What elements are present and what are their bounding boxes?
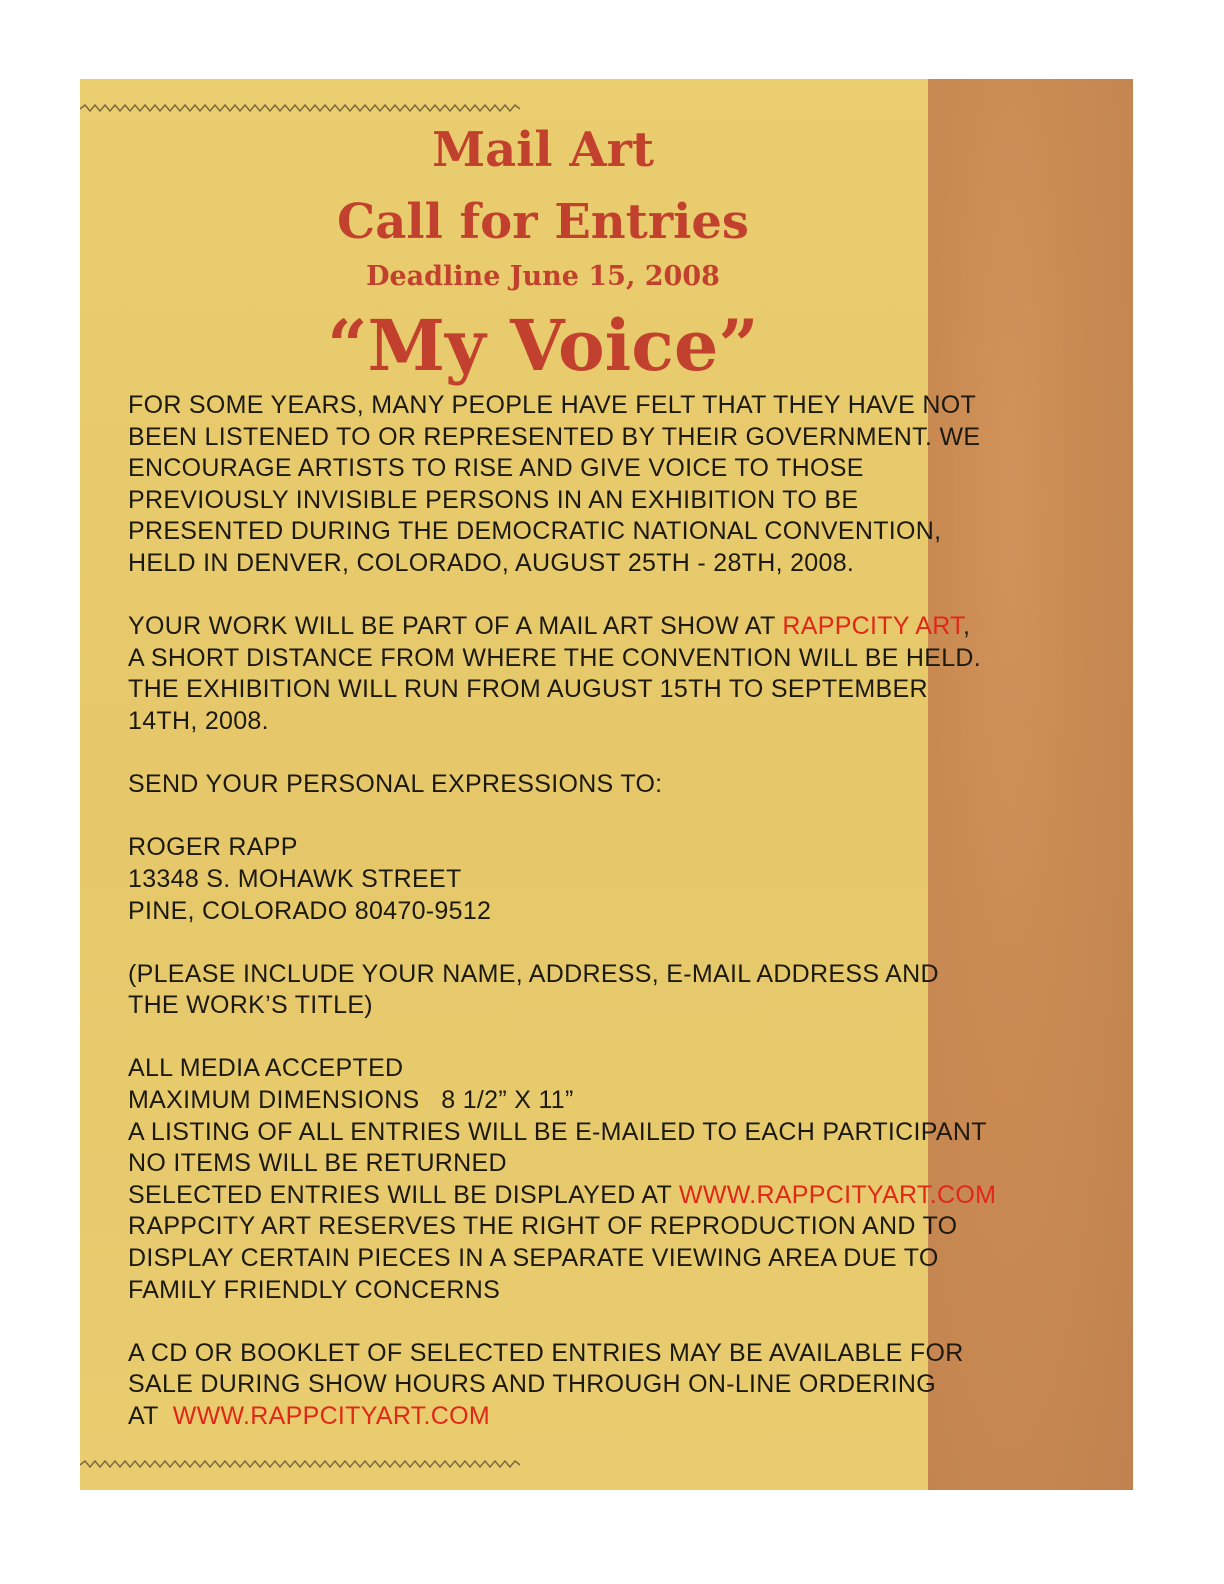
intro-line: PRESENTED DURING THE DEMOCRATIC NATIONAL CONVENTION, [128, 517, 942, 546]
show-line: A SHORT DISTANCE FROM WHERE THE CONVENTION WILL BE HELD. [128, 643, 982, 672]
cd-paragraph [128, 1338, 964, 1433]
rule-dimensions: MAXIMUM DIMENSIONS 8 1/2” X 11” [128, 1086, 574, 1115]
rule-listing: A LISTING OF ALL ENTRIES WILL BE E-MAILED TO EACH PARTICIPANT [128, 1117, 987, 1146]
include-note-line: THE WORK’S TITLE) [128, 991, 373, 1020]
intro-line: PREVIOUSLY INVISIBLE PERSONS IN AN EXHIBITION TO BE [128, 485, 859, 514]
rule-rights: RAPPCITY ART RESERVES THE RIGHT OF REPRODUCTION AND TO [128, 1212, 958, 1241]
cd-line [128, 1401, 958, 1433]
deadline: Deadline June 15, 2008 [366, 261, 720, 292]
intro-line: ENCOURAGE ARTISTS TO RISE AND GIVE VOICE TO THOSE [128, 454, 864, 483]
include-note [128, 959, 958, 1022]
include-note-line: (PLEASE INCLUDE YOUR NAME, ADDRESS, E-MAIL ADDRESS AND [128, 959, 939, 988]
show-paragraph [128, 611, 982, 737]
website-link[interactable]: WWW.RAPPCITYART.COM [678, 1180, 997, 1209]
rule-display [128, 1180, 997, 1212]
intro-line: BEEN LISTENED TO OR REPRESENTED BY THEIR GOVERNMENT. WE [128, 422, 981, 451]
intro-paragraph [128, 390, 981, 580]
venue-name: RAPPCITY ART [782, 612, 963, 641]
rule-rights: DISPLAY CERTAIN PIECES IN A SEPARATE VIEWING AREA DUE TO [128, 1244, 939, 1273]
send-heading: SEND YOUR PERSONAL EXPRESSIONS TO: [128, 770, 663, 799]
cd-line-text: AT [128, 1402, 173, 1430]
mailing-address [128, 832, 958, 927]
intro-line: FOR SOME YEARS, MANY PEOPLE HAVE FELT THAT THEY HAVE NOT [128, 391, 977, 419]
show-line-punct: , [962, 612, 971, 641]
address-street: 13348 S. MOHAWK STREET [128, 864, 462, 893]
show-line [128, 611, 971, 643]
entry-rules [128, 1053, 997, 1306]
zigzag-border-bottom [80, 1457, 520, 1473]
rule-rights: FAMILY FRIENDLY CONCERNS [128, 1275, 501, 1304]
theme-title: “My Voice” [327, 304, 759, 387]
address-city: PINE, COLORADO 80470-9512 [128, 896, 492, 925]
title-call-for-entries: Call for Entries [337, 194, 749, 250]
show-line-text: YOUR WORK WILL BE PART OF A MAIL ART SHOW AT [128, 612, 783, 641]
address-name: ROGER RAPP [128, 833, 298, 862]
cd-line: SALE DURING SHOW HOURS AND THROUGH ON-LINE ORDERING [128, 1370, 936, 1399]
website-link[interactable]: WWW.RAPPCITYART.COM [172, 1402, 491, 1430]
show-line: 14TH, 2008. [128, 706, 269, 735]
zigzag-border-top [80, 101, 520, 117]
title-mail-art: Mail Art [431, 122, 655, 178]
rule-returns: NO ITEMS WILL BE RETURNED [128, 1149, 507, 1178]
intro-line: HELD IN DENVER, COLORADO, AUGUST 25TH - 28TH, 2008. [128, 548, 855, 577]
show-line: THE EXHIBITION WILL RUN FROM AUGUST 15TH TO SEPTEMBER [128, 675, 928, 704]
rule-media: ALL MEDIA ACCEPTED [128, 1054, 404, 1083]
cd-line: A CD OR BOOKLET OF SELECTED ENTRIES MAY BE AVAILABLE FOR [128, 1338, 964, 1367]
flyer-body [128, 390, 997, 1433]
rule-display-text: SELECTED ENTRIES WILL BE DISPLAYED AT [128, 1180, 679, 1209]
